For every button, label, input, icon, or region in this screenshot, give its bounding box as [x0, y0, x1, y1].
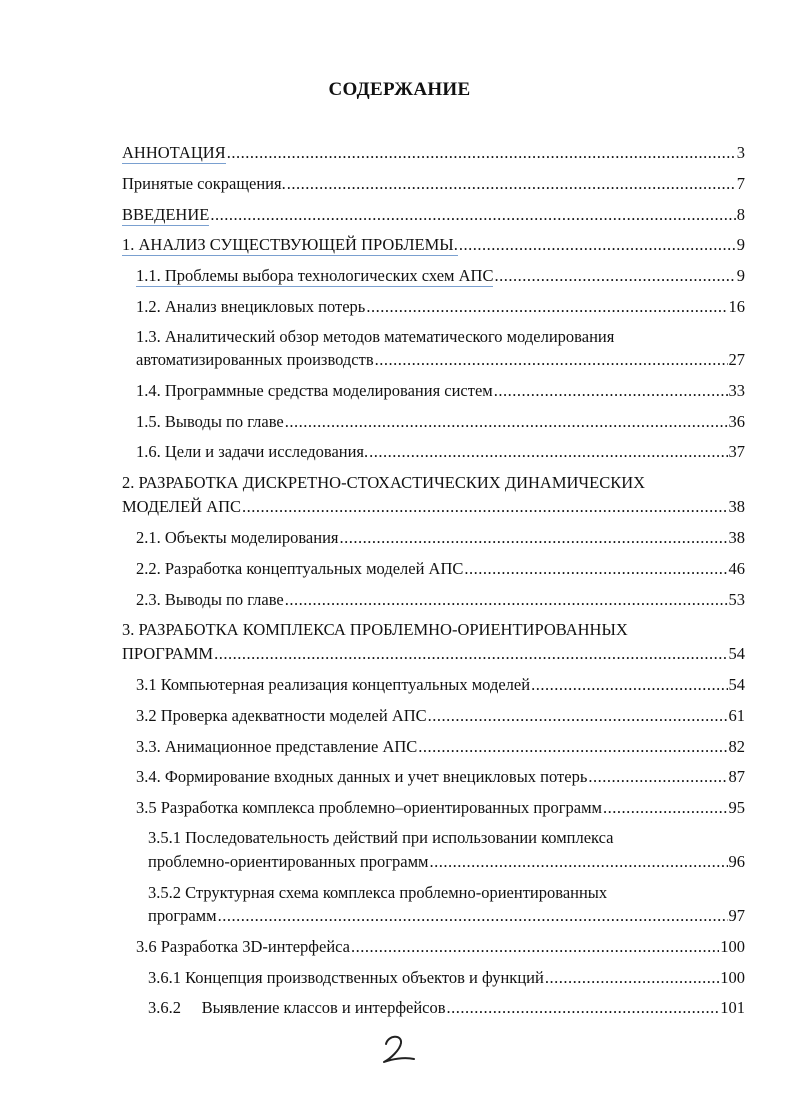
toc-entry-page: 87 — [728, 767, 745, 786]
toc-entry-page: 16 — [728, 297, 745, 316]
toc-entry-label: 1. АНАЛИЗ СУЩЕСТВУЮЩЕЙ ПРОБЛЕМЫ. — [122, 235, 458, 254]
leader-dots — [459, 235, 736, 255]
toc-entry-label: 1.6. Цели и задачи исследования. — [136, 442, 369, 461]
leader-dots — [494, 381, 728, 401]
toc-entry-page: 100 — [720, 937, 745, 956]
leader-dots — [545, 968, 719, 988]
leader-dots — [464, 559, 727, 579]
leader-dots — [447, 998, 720, 1018]
toc-entry-page: 9 — [736, 235, 745, 254]
toc-entry-label: ВВЕДЕНИЕ — [122, 205, 210, 224]
toc-entry-label[interactable]: 2. РАЗРАБОТКА ДИСКРЕТНО-СТОХАСТИЧЕСКИХ ДИНАМИЧЕСКИХ — [122, 473, 646, 492]
toc-entry-page: 38 — [728, 497, 745, 516]
leader-dots — [218, 906, 728, 926]
toc-entry-label: 3.5 Разработка комплекса проблемно–ориентированных программ — [136, 798, 602, 817]
toc-entry-label-cont: МОДЕЛЕЙ АПС — [122, 497, 242, 516]
toc-entry-label: АННОТАЦИЯ — [122, 143, 226, 162]
toc-entry-page: 54 — [728, 675, 745, 694]
toc-entry-page: 101 — [720, 998, 745, 1017]
leader-dots — [418, 737, 727, 757]
leader-dots — [603, 798, 728, 818]
toc-entry[interactable] — [136, 350, 745, 370]
leader-dots — [494, 266, 735, 286]
toc-entry-label: 1.1. Проблемы выбора технологических схем АПС — [136, 266, 494, 285]
toc-entry-label: 1.2. Анализ внецикловых потерь — [136, 297, 366, 316]
toc-entry[interactable] — [136, 297, 745, 317]
toc-entry-page: 54 — [728, 644, 745, 663]
toc-entry-page: 96 — [728, 852, 745, 871]
toc-entry[interactable] — [122, 174, 745, 194]
toc-entry[interactable] — [122, 497, 745, 517]
leader-dots — [285, 412, 728, 432]
table-of-contents — [122, 0, 745, 1098]
toc-entry-label-cont: программ — [148, 906, 217, 925]
toc-entry[interactable] — [136, 266, 745, 286]
toc-entry-label: 1.4. Программные средства моделирования систем — [136, 381, 493, 400]
toc-entry-label: 2.2. Разработка концептуальных моделей АПС — [136, 559, 464, 578]
toc-entry[interactable] — [136, 675, 745, 695]
leader-dots — [369, 442, 727, 462]
leader-dots — [428, 706, 728, 726]
toc-entry-page: 7 — [736, 174, 745, 193]
leader-dots — [214, 644, 727, 664]
toc-entry[interactable] — [148, 968, 745, 988]
toc-entry-page: 33 — [728, 381, 745, 400]
leader-dots — [429, 852, 727, 872]
toc-entry[interactable] — [136, 412, 745, 432]
leader-dots — [366, 297, 727, 317]
toc-entry-label-cont: ПРОГРАММ — [122, 644, 214, 663]
leader-dots — [285, 590, 728, 610]
toc-entry[interactable] — [136, 528, 745, 548]
leader-dots — [287, 174, 736, 194]
toc-entry[interactable] — [148, 906, 745, 926]
toc-entry-label: Принятые сокращения. — [122, 174, 286, 193]
toc-entry-label[interactable]: 1.3. Аналитический обзор методов математического моделирования — [136, 327, 615, 346]
leader-dots — [242, 497, 727, 517]
toc-entry-label-cont: проблемно-ориентированных программ — [148, 852, 429, 871]
toc-entry-page: 38 — [728, 528, 745, 547]
toc-entry-page: 95 — [728, 798, 745, 817]
toc-entry[interactable] — [122, 205, 745, 225]
toc-title: СОДЕРЖАНИЕ — [328, 79, 471, 100]
leader-dots — [340, 528, 728, 548]
leader-dots — [210, 205, 735, 225]
leader-dots — [351, 937, 719, 957]
toc-entry-label[interactable]: 3.5.1 Последовательность действий при использовании комплекса — [148, 828, 614, 847]
toc-entry[interactable] — [122, 644, 745, 664]
toc-entry[interactable] — [148, 998, 745, 1018]
toc-entry-page: 61 — [728, 706, 745, 725]
toc-entry-label: 3.6.1 Концепция производственных объектов и функций — [148, 968, 544, 987]
toc-entry-label: 1.5. Выводы по главе — [136, 412, 284, 431]
toc-entry[interactable] — [122, 143, 745, 163]
toc-entry-page: 82 — [728, 737, 745, 756]
toc-entry-label: 3.3. Анимационное представление АПС — [136, 737, 418, 756]
handwritten-page-number-icon — [380, 1032, 420, 1066]
toc-entry[interactable] — [136, 590, 745, 610]
toc-entry[interactable] — [136, 798, 745, 818]
toc-entry[interactable] — [136, 559, 745, 579]
toc-entry-label: 3.2 Проверка адекватности моделей АПС — [136, 706, 427, 725]
leader-dots — [227, 143, 736, 163]
toc-entry-page: 53 — [728, 590, 745, 609]
toc-entry[interactable] — [136, 706, 745, 726]
toc-entry[interactable] — [136, 737, 745, 757]
toc-entry-page: 46 — [728, 559, 745, 578]
toc-entry[interactable] — [136, 767, 745, 787]
toc-entry-page: 9 — [736, 266, 745, 285]
toc-entry[interactable] — [122, 235, 745, 255]
toc-entry-page: 8 — [736, 205, 745, 224]
toc-entry-label[interactable]: 3.5.2 Структурная схема комплекса проблемно-ориентированных — [148, 883, 608, 902]
toc-entry-label: 3.6 Разработка 3D-интерфейса — [136, 937, 350, 956]
toc-entry-page: 97 — [728, 906, 745, 925]
toc-entry-label: 3.4. Формирование входных данных и учет внецикловых потерь — [136, 767, 588, 786]
toc-entry-page: 100 — [720, 968, 745, 987]
leader-dots — [588, 767, 727, 787]
toc-entry-label: 3.1 Компьютерная реализация концептуальных моделей — [136, 675, 531, 694]
toc-entry-page: 3 — [736, 143, 745, 162]
toc-entry-page: 36 — [728, 412, 745, 431]
toc-entry-label: 3.6.2 Выявление классов и интерфейсов — [148, 998, 446, 1017]
toc-entry[interactable] — [148, 852, 745, 872]
toc-entry-page: 37 — [728, 442, 745, 461]
page-number-value — [420, 1032, 421, 1033]
toc-entry[interactable] — [136, 937, 745, 957]
leader-dots — [375, 350, 728, 370]
toc-entry[interactable] — [136, 381, 745, 401]
toc-entry-label: 2.3. Выводы по главе — [136, 590, 284, 609]
leader-dots — [531, 675, 727, 695]
toc-entry-label: 2.1. Объекты моделирования — [136, 528, 339, 547]
toc-entry-label[interactable]: 3. РАЗРАБОТКА КОМПЛЕКСА ПРОБЛЕМНО-ОРИЕНТИРОВАННЫХ — [122, 620, 628, 639]
toc-entry-page: 27 — [728, 350, 745, 369]
toc-entry-label-cont: автоматизированных производств — [136, 350, 374, 369]
page-number — [0, 1032, 799, 1066]
toc-entry[interactable] — [136, 442, 745, 462]
